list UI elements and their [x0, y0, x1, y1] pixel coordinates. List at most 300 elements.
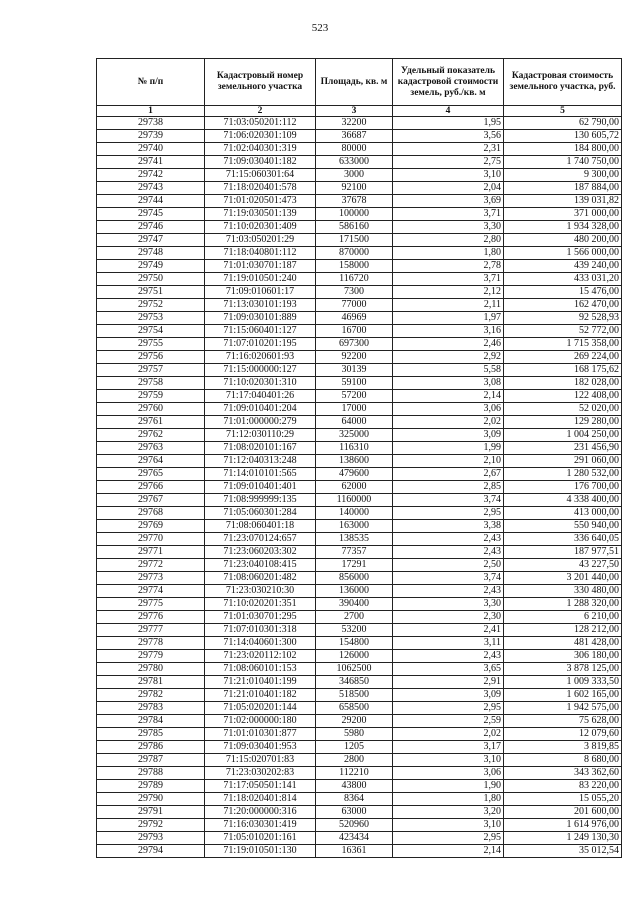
cadastral-value-cell: 43 227,50: [504, 559, 622, 572]
cadastral-value-cell: 184 800,00: [504, 143, 622, 156]
cadastral-value-cell: 12 079,60: [504, 728, 622, 741]
table-row: [97, 845, 622, 858]
row-number-cell: 29776: [97, 611, 205, 624]
cadastral-value-cell: 1 288 320,00: [504, 598, 622, 611]
header-specific-value: Удельный показатель кадастровой стоимости земель, руб./кв. м: [393, 59, 504, 106]
table-row: [97, 520, 622, 533]
row-number-cell: 29739: [97, 130, 205, 143]
row-number-cell: 29746: [97, 221, 205, 234]
row-number-cell: 29777: [97, 624, 205, 637]
cadastral-number-cell: 71:01:010301:877: [205, 728, 316, 741]
row-number-cell: 29754: [97, 325, 205, 338]
specific-value-cell: 2,30: [393, 611, 504, 624]
area-cell: 325000: [316, 429, 393, 442]
cadastral-number-cell: 71:10:020301:310: [205, 377, 316, 390]
area-cell: 64000: [316, 416, 393, 429]
row-number-cell: 29766: [97, 481, 205, 494]
cadastral-number-cell: 71:01:030701:187: [205, 260, 316, 273]
cadastral-number-cell: 71:05:010201:161: [205, 832, 316, 845]
table-row: [97, 403, 622, 416]
cadastral-number-cell: 71:18:040801:112: [205, 247, 316, 260]
cadastral-number-cell: 71:09:010401:204: [205, 403, 316, 416]
specific-value-cell: 1,80: [393, 793, 504, 806]
cadastral-value-cell: 231 456,90: [504, 442, 622, 455]
row-number-cell: 29738: [97, 117, 205, 130]
specific-value-cell: 2,85: [393, 481, 504, 494]
row-number-cell: 29790: [97, 793, 205, 806]
table-row: [97, 559, 622, 572]
row-number-cell: 29779: [97, 650, 205, 663]
specific-value-cell: 2,43: [393, 650, 504, 663]
cadastral-value-cell: 3 201 440,00: [504, 572, 622, 585]
table-row: [97, 442, 622, 455]
table-row: [97, 676, 622, 689]
row-number-cell: 29768: [97, 507, 205, 520]
cadastral-number-cell: 71:17:050501:141: [205, 780, 316, 793]
specific-value-cell: 2,91: [393, 676, 504, 689]
specific-value-cell: 3,74: [393, 572, 504, 585]
specific-value-cell: 3,09: [393, 429, 504, 442]
specific-value-cell: 2,95: [393, 832, 504, 845]
table-row: [97, 546, 622, 559]
cadastral-value-cell: 480 200,00: [504, 234, 622, 247]
row-number-cell: 29770: [97, 533, 205, 546]
column-number: 5: [504, 106, 622, 117]
cadastral-value-cell: 371 000,00: [504, 208, 622, 221]
area-cell: 158000: [316, 260, 393, 273]
table-row: [97, 650, 622, 663]
cadastral-value-cell: 182 028,00: [504, 377, 622, 390]
specific-value-cell: 3,09: [393, 689, 504, 702]
cadastral-value-cell: 481 428,00: [504, 637, 622, 650]
row-number-cell: 29783: [97, 702, 205, 715]
row-number-cell: 29769: [97, 520, 205, 533]
specific-value-cell: 2,67: [393, 468, 504, 481]
table-row: [97, 715, 622, 728]
area-cell: 53200: [316, 624, 393, 637]
row-number-cell: 29765: [97, 468, 205, 481]
row-number-cell: 29745: [97, 208, 205, 221]
row-number-cell: 29767: [97, 494, 205, 507]
table-row: [97, 312, 622, 325]
table-row: [97, 416, 622, 429]
specific-value-cell: 2,43: [393, 546, 504, 559]
row-number-cell: 29751: [97, 286, 205, 299]
cadastral-number-cell: 71:07:010201:195: [205, 338, 316, 351]
row-number-cell: 29788: [97, 767, 205, 780]
area-cell: 30139: [316, 364, 393, 377]
area-cell: 59100: [316, 377, 393, 390]
cadastral-value-cell: 439 240,00: [504, 260, 622, 273]
specific-value-cell: 1,80: [393, 247, 504, 260]
cadastral-number-cell: 71:15:060301:64: [205, 169, 316, 182]
cadastral-number-cell: 71:09:030401:182: [205, 156, 316, 169]
specific-value-cell: 1,90: [393, 780, 504, 793]
header-cadastral-value: Кадастровая стоимость земельного участка, руб.: [504, 59, 622, 106]
area-cell: 32200: [316, 117, 393, 130]
specific-value-cell: 2,41: [393, 624, 504, 637]
table-row: [97, 169, 622, 182]
area-cell: 92100: [316, 182, 393, 195]
cadastral-value-cell: 15 055,20: [504, 793, 622, 806]
cadastral-value-cell: 83 220,00: [504, 780, 622, 793]
cadastral-number-cell: 71:16:030301:419: [205, 819, 316, 832]
table-row: [97, 663, 622, 676]
area-cell: 633000: [316, 156, 393, 169]
row-number-cell: 29784: [97, 715, 205, 728]
cadastral-value-cell: 92 528,93: [504, 312, 622, 325]
area-cell: 697300: [316, 338, 393, 351]
area-cell: 8364: [316, 793, 393, 806]
area-cell: 17000: [316, 403, 393, 416]
cadastral-number-cell: 71:03:050201:112: [205, 117, 316, 130]
table-row: [97, 780, 622, 793]
table-row: [97, 481, 622, 494]
specific-value-cell: 2,59: [393, 715, 504, 728]
area-cell: 126000: [316, 650, 393, 663]
area-cell: 138600: [316, 455, 393, 468]
row-number-cell: 29756: [97, 351, 205, 364]
row-number-cell: 29743: [97, 182, 205, 195]
area-cell: 2800: [316, 754, 393, 767]
cadastral-number-cell: 71:05:020201:144: [205, 702, 316, 715]
area-cell: 16361: [316, 845, 393, 858]
cadastral-number-cell: 71:20:000000:316: [205, 806, 316, 819]
row-number-cell: 29752: [97, 299, 205, 312]
cadastral-value-cell: 269 224,00: [504, 351, 622, 364]
table-body: [97, 117, 622, 858]
cadastral-number-cell: 71:12:030110:29: [205, 429, 316, 442]
cadastral-number-cell: 71:21:010401:199: [205, 676, 316, 689]
row-number-cell: 29757: [97, 364, 205, 377]
table-row: [97, 299, 622, 312]
cadastral-value-cell: 35 012,54: [504, 845, 622, 858]
specific-value-cell: 3,20: [393, 806, 504, 819]
specific-value-cell: 2,14: [393, 845, 504, 858]
cadastral-number-cell: 71:08:060101:153: [205, 663, 316, 676]
specific-value-cell: 3,10: [393, 169, 504, 182]
table-row: [97, 468, 622, 481]
cadastral-value-cell: 1 934 328,00: [504, 221, 622, 234]
table-row: [97, 598, 622, 611]
area-cell: 5980: [316, 728, 393, 741]
area-cell: 92200: [316, 351, 393, 364]
cadastral-number-cell: 71:09:010601:17: [205, 286, 316, 299]
area-cell: 116720: [316, 273, 393, 286]
specific-value-cell: 1,95: [393, 117, 504, 130]
table-row: [97, 156, 622, 169]
row-number-cell: 29762: [97, 429, 205, 442]
table-row: [97, 234, 622, 247]
cadastral-value-cell: 139 031,82: [504, 195, 622, 208]
table-row: [97, 494, 622, 507]
cadastral-value-cell: 433 031,20: [504, 273, 622, 286]
specific-value-cell: 3,69: [393, 195, 504, 208]
area-cell: 136000: [316, 585, 393, 598]
cadastral-number-cell: 71:23:020112:102: [205, 650, 316, 663]
specific-value-cell: 3,38: [393, 520, 504, 533]
cadastral-value-cell: 176 700,00: [504, 481, 622, 494]
cadastral-value-cell: 187 977,51: [504, 546, 622, 559]
cadastral-number-cell: 71:09:030101:889: [205, 312, 316, 325]
cadastral-number-cell: 71:02:040301:319: [205, 143, 316, 156]
cadastral-value-cell: 1 602 165,00: [504, 689, 622, 702]
table-row: [97, 429, 622, 442]
area-cell: 520960: [316, 819, 393, 832]
cadastral-number-cell: 71:12:040313:248: [205, 455, 316, 468]
cadastral-value-cell: 122 408,00: [504, 390, 622, 403]
cadastral-number-cell: 71:15:060401:127: [205, 325, 316, 338]
cadastral-value-cell: 6 210,00: [504, 611, 622, 624]
table-row: [97, 325, 622, 338]
table-row: [97, 195, 622, 208]
specific-value-cell: 2,02: [393, 728, 504, 741]
cadastral-value-cell: 168 175,62: [504, 364, 622, 377]
table-row: [97, 819, 622, 832]
cadastral-value-table: [96, 58, 622, 858]
row-number-cell: 29763: [97, 442, 205, 455]
area-cell: 77357: [316, 546, 393, 559]
cadastral-number-cell: 71:18:020401:814: [205, 793, 316, 806]
area-cell: 346850: [316, 676, 393, 689]
area-cell: 171500: [316, 234, 393, 247]
table-row: [97, 390, 622, 403]
cadastral-value-cell: 4 338 400,00: [504, 494, 622, 507]
area-cell: 140000: [316, 507, 393, 520]
row-number-cell: 29758: [97, 377, 205, 390]
row-number-cell: 29744: [97, 195, 205, 208]
cadastral-value-cell: 128 212,00: [504, 624, 622, 637]
cadastral-value-cell: 306 180,00: [504, 650, 622, 663]
specific-value-cell: 3,17: [393, 741, 504, 754]
row-number-cell: 29755: [97, 338, 205, 351]
column-number: 4: [393, 106, 504, 117]
specific-value-cell: 3,08: [393, 377, 504, 390]
table-row: [97, 767, 622, 780]
area-cell: 46969: [316, 312, 393, 325]
row-number-cell: 29785: [97, 728, 205, 741]
cadastral-number-cell: 71:08:060401:18: [205, 520, 316, 533]
row-number-cell: 29792: [97, 819, 205, 832]
table-row: [97, 793, 622, 806]
cadastral-value-cell: 1 566 000,00: [504, 247, 622, 260]
specific-value-cell: 3,56: [393, 130, 504, 143]
area-cell: 479600: [316, 468, 393, 481]
cadastral-number-cell: 71:06:020301:109: [205, 130, 316, 143]
row-number-cell: 29780: [97, 663, 205, 676]
area-cell: 138535: [316, 533, 393, 546]
table-row: [97, 728, 622, 741]
area-cell: 17291: [316, 559, 393, 572]
row-number-cell: 29764: [97, 455, 205, 468]
specific-value-cell: 2,04: [393, 182, 504, 195]
cadastral-number-cell: 71:14:010101:565: [205, 468, 316, 481]
cadastral-value-cell: 1 009 333,50: [504, 676, 622, 689]
area-cell: 390400: [316, 598, 393, 611]
cadastral-number-cell: 71:09:030401:953: [205, 741, 316, 754]
specific-value-cell: 2,12: [393, 286, 504, 299]
cadastral-number-cell: 71:23:030210:30: [205, 585, 316, 598]
specific-value-cell: 2,75: [393, 156, 504, 169]
table-row: [97, 754, 622, 767]
specific-value-cell: 2,14: [393, 390, 504, 403]
cadastral-value-cell: 52 772,00: [504, 325, 622, 338]
area-cell: 29200: [316, 715, 393, 728]
cadastral-value-cell: 550 940,00: [504, 520, 622, 533]
page-number: 523: [311, 22, 329, 34]
row-number-cell: 29750: [97, 273, 205, 286]
area-cell: 1160000: [316, 494, 393, 507]
cadastral-number-cell: 71:15:020701:83: [205, 754, 316, 767]
column-number: 2: [205, 106, 316, 117]
row-number-cell: 29771: [97, 546, 205, 559]
table-row: [97, 624, 622, 637]
specific-value-cell: 1,99: [393, 442, 504, 455]
table-row: [97, 143, 622, 156]
cadastral-value-cell: 8 680,00: [504, 754, 622, 767]
area-cell: 112210: [316, 767, 393, 780]
cadastral-number-cell: 71:10:020301:409: [205, 221, 316, 234]
table-row: [97, 572, 622, 585]
cadastral-value-cell: 1 249 130,30: [504, 832, 622, 845]
table-row: [97, 221, 622, 234]
cadastral-number-cell: 71:23:030202:83: [205, 767, 316, 780]
row-number-cell: 29748: [97, 247, 205, 260]
row-number-cell: 29791: [97, 806, 205, 819]
specific-value-cell: 3,10: [393, 819, 504, 832]
table-row: [97, 260, 622, 273]
cadastral-value-cell: 3 878 125,00: [504, 663, 622, 676]
cadastral-number-cell: 71:17:040401:26: [205, 390, 316, 403]
table-row: [97, 533, 622, 546]
cadastral-value-cell: 330 480,00: [504, 585, 622, 598]
row-number-cell: 29742: [97, 169, 205, 182]
cadastral-value-cell: 1 004 250,00: [504, 429, 622, 442]
specific-value-cell: 2,10: [393, 455, 504, 468]
cadastral-value-cell: 75 628,00: [504, 715, 622, 728]
row-number-cell: 29786: [97, 741, 205, 754]
area-cell: 1205: [316, 741, 393, 754]
specific-value-cell: 2,80: [393, 234, 504, 247]
cadastral-value-cell: 1 740 750,00: [504, 156, 622, 169]
area-cell: 36687: [316, 130, 393, 143]
table-row: [97, 117, 622, 130]
cadastral-value-cell: 15 476,00: [504, 286, 622, 299]
row-number-cell: 29747: [97, 234, 205, 247]
table-row: [97, 377, 622, 390]
cadastral-number-cell: 71:19:010501:240: [205, 273, 316, 286]
cadastral-number-cell: 71:23:070124:657: [205, 533, 316, 546]
area-cell: 37678: [316, 195, 393, 208]
column-number: 1: [97, 106, 205, 117]
row-number-cell: 29759: [97, 390, 205, 403]
header-row-number: № п/п: [97, 59, 205, 106]
table-row: [97, 585, 622, 598]
area-cell: 116310: [316, 442, 393, 455]
area-cell: 870000: [316, 247, 393, 260]
table-row: [97, 130, 622, 143]
cadastral-number-cell: 71:14:040601:300: [205, 637, 316, 650]
cadastral-number-cell: 71:08:020101:167: [205, 442, 316, 455]
area-cell: 1062500: [316, 663, 393, 676]
specific-value-cell: 3,65: [393, 663, 504, 676]
cadastral-number-cell: 71:21:010401:182: [205, 689, 316, 702]
cadastral-number-cell: 71:15:000000:127: [205, 364, 316, 377]
specific-value-cell: 2,78: [393, 260, 504, 273]
table-row: [97, 182, 622, 195]
specific-value-cell: 3,71: [393, 208, 504, 221]
cadastral-value-cell: 1 614 976,00: [504, 819, 622, 832]
cadastral-value-cell: 52 020,00: [504, 403, 622, 416]
row-number-cell: 29772: [97, 559, 205, 572]
cadastral-value-cell: 1 715 358,00: [504, 338, 622, 351]
area-cell: 62000: [316, 481, 393, 494]
table-row: [97, 832, 622, 845]
specific-value-cell: 2,50: [393, 559, 504, 572]
table-row: [97, 689, 622, 702]
row-number-cell: 29773: [97, 572, 205, 585]
cadastral-number-cell: 71:08:060201:482: [205, 572, 316, 585]
row-number-cell: 29781: [97, 676, 205, 689]
area-cell: 586160: [316, 221, 393, 234]
area-cell: 856000: [316, 572, 393, 585]
area-cell: 100000: [316, 208, 393, 221]
column-number-row: [97, 106, 622, 117]
row-number-cell: 29741: [97, 156, 205, 169]
column-number: 3: [316, 106, 393, 117]
table-row: [97, 286, 622, 299]
row-number-cell: 29793: [97, 832, 205, 845]
cadastral-number-cell: 71:19:010501:130: [205, 845, 316, 858]
cadastral-number-cell: 71:01:030701:295: [205, 611, 316, 624]
cadastral-number-cell: 71:10:020201:351: [205, 598, 316, 611]
table-row: [97, 208, 622, 221]
cadastral-value-cell: 201 600,00: [504, 806, 622, 819]
cadastral-value-cell: 3 819,85: [504, 741, 622, 754]
header-cadastral-number: Кадастровый номер земельного участка: [205, 59, 316, 106]
cadastral-value-cell: 130 605,72: [504, 130, 622, 143]
cadastral-number-cell: 71:19:030501:139: [205, 208, 316, 221]
table-row: [97, 507, 622, 520]
specific-value-cell: 2,43: [393, 585, 504, 598]
specific-value-cell: 2,92: [393, 351, 504, 364]
area-cell: 518500: [316, 689, 393, 702]
cadastral-number-cell: 71:13:030101:193: [205, 299, 316, 312]
specific-value-cell: 3,74: [393, 494, 504, 507]
row-number-cell: 29760: [97, 403, 205, 416]
table-row: [97, 455, 622, 468]
row-number-cell: 29740: [97, 143, 205, 156]
row-number-cell: 29778: [97, 637, 205, 650]
row-number-cell: 29794: [97, 845, 205, 858]
area-cell: 77000: [316, 299, 393, 312]
table-row: [97, 364, 622, 377]
area-cell: 16700: [316, 325, 393, 338]
cadastral-number-cell: 71:23:040108:415: [205, 559, 316, 572]
area-cell: 80000: [316, 143, 393, 156]
specific-value-cell: 3,30: [393, 221, 504, 234]
area-cell: 658500: [316, 702, 393, 715]
cadastral-number-cell: 71:03:050201:29: [205, 234, 316, 247]
cadastral-value-cell: 9 300,00: [504, 169, 622, 182]
table-row: [97, 702, 622, 715]
row-number-cell: 29782: [97, 689, 205, 702]
specific-value-cell: 3,11: [393, 637, 504, 650]
specific-value-cell: 2,31: [393, 143, 504, 156]
cadastral-value-cell: 129 280,00: [504, 416, 622, 429]
specific-value-cell: 2,11: [393, 299, 504, 312]
header-area: Площадь, кв. м: [316, 59, 393, 106]
